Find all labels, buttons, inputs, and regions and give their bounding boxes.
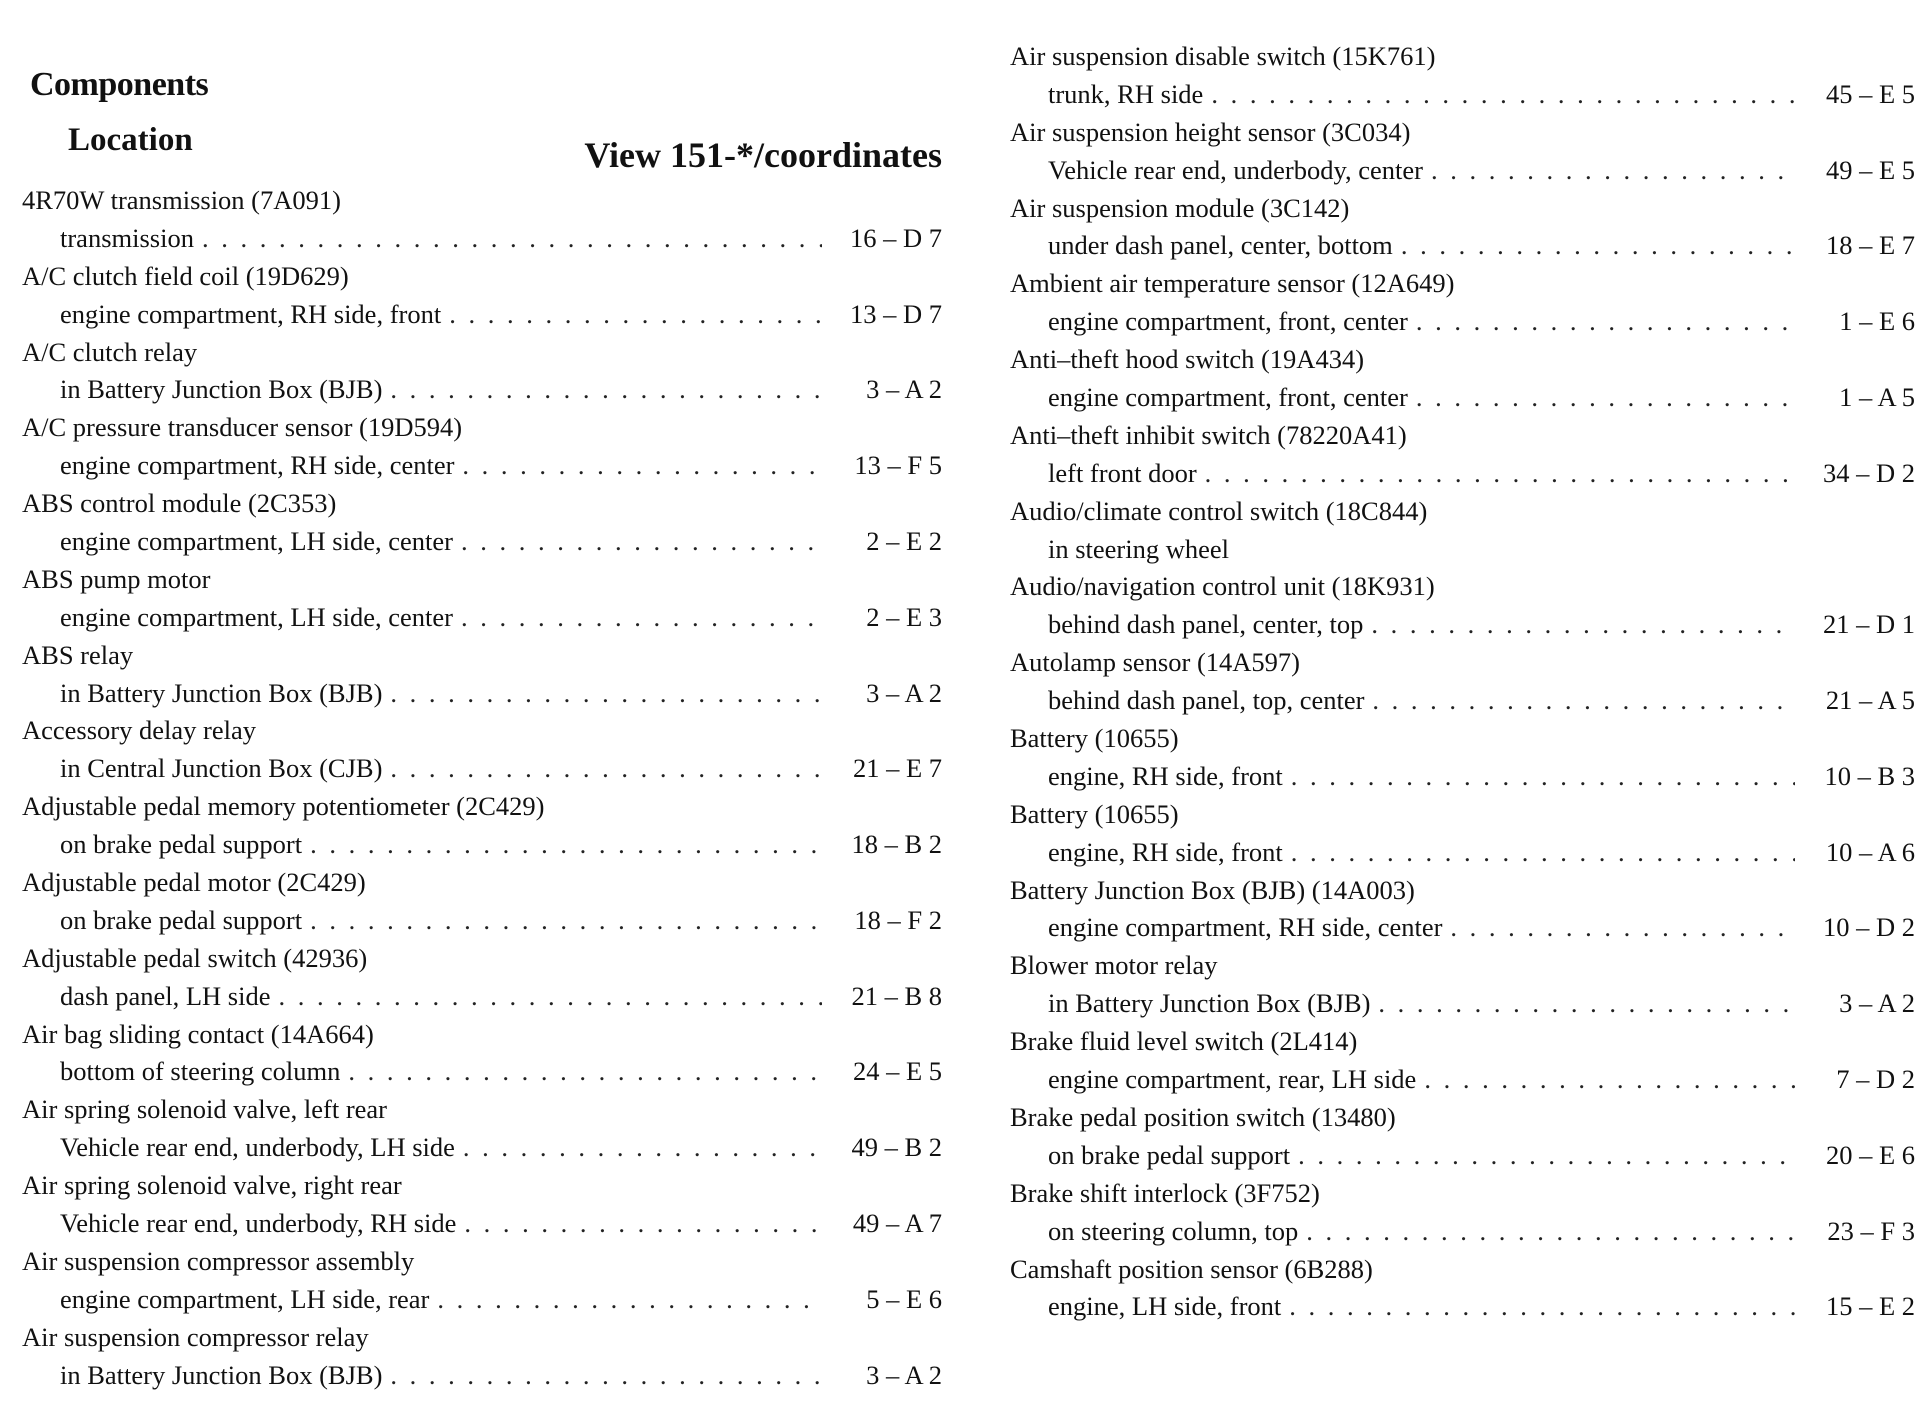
leader-dots [1424, 1061, 1795, 1099]
view-coordinate: 3 – A 2 [866, 374, 942, 405]
component-entry [1010, 644, 1915, 720]
location-line [22, 826, 942, 864]
view-coordinate: 49 – E 5 [1825, 154, 1915, 185]
component-entry [22, 561, 942, 637]
component-location: engine compartment, LH side, center [60, 601, 453, 632]
component-name: Audio/climate control switch (18C844) [1010, 495, 1428, 526]
component-location: engine compartment, RH side, center [1048, 912, 1443, 943]
component-entry [22, 637, 942, 713]
right-entry-list [1010, 38, 1915, 1326]
leader-dots [462, 447, 822, 485]
component-name: Blower motor relay [1010, 950, 1218, 981]
component-entry [1010, 568, 1915, 644]
location-line [22, 1357, 942, 1395]
leader-dots [278, 978, 822, 1016]
component-entry [1010, 493, 1915, 569]
component-name: Air suspension compressor relay [22, 1321, 369, 1352]
component-name: Air suspension compressor assembly [22, 1245, 415, 1276]
component-name: Adjustable pedal switch (42936) [22, 942, 368, 973]
location-line [22, 1129, 942, 1167]
component-location: on brake pedal support [60, 904, 303, 935]
location-line [1010, 1213, 1915, 1251]
view-coordinate: 21 – E 7 [852, 753, 942, 784]
component-location: in steering wheel [1048, 533, 1230, 564]
leader-dots [390, 1357, 822, 1395]
component-name: ABS relay [22, 639, 134, 670]
component-location: in Central Junction Box (CJB) [60, 753, 383, 784]
view-coordinate: 10 – A 6 [1825, 836, 1915, 867]
location-header: Location [68, 122, 193, 158]
component-location: behind dash panel, top, center [1048, 685, 1365, 716]
location-line [22, 675, 942, 713]
location-line [22, 1053, 942, 1091]
view-coordinate: 3 – A 2 [866, 1359, 942, 1390]
component-name: Brake pedal position switch (13480) [1010, 1101, 1396, 1132]
view-coordinate: 1 – A 5 [1839, 382, 1915, 413]
component-entry [22, 1319, 942, 1395]
component-location: on brake pedal support [60, 829, 303, 860]
view-coordinate: 7 – D 2 [1836, 1064, 1915, 1095]
location-line [22, 220, 942, 258]
component-name: ABS control module (2C353) [22, 488, 337, 519]
component-location: engine compartment, front, center [1048, 306, 1408, 337]
component-location: engine compartment, LH side, rear [60, 1283, 430, 1314]
view-coordinate: 2 – E 3 [866, 601, 942, 632]
leader-dots [390, 675, 822, 713]
component-location: dash panel, LH side [60, 980, 271, 1011]
component-entry [1010, 720, 1915, 796]
component-entry [1010, 1251, 1915, 1327]
component-name: A/C clutch field coil (19D629) [22, 260, 349, 291]
location-line [1010, 303, 1915, 341]
location-line [22, 523, 942, 561]
leader-dots [1291, 834, 1795, 872]
view-coordinate: 45 – E 5 [1825, 78, 1915, 109]
component-location: engine compartment, front, center [1048, 382, 1408, 413]
component-entry [22, 940, 942, 1016]
component-name: Anti–theft inhibit switch (78220A41) [1010, 419, 1407, 450]
component-name: Brake fluid level switch (2L414) [1010, 1026, 1358, 1057]
component-location: in Battery Junction Box (BJB) [60, 374, 383, 405]
component-location: left front door [1048, 457, 1197, 488]
component-location: trunk, RH side [1048, 78, 1204, 109]
view-coordinate: 18 – B 2 [851, 829, 942, 860]
component-entry [1010, 114, 1915, 190]
component-entry [22, 258, 942, 334]
location-line [22, 447, 942, 485]
component-entry [1010, 1023, 1915, 1099]
leader-dots [463, 1129, 822, 1167]
location-line [1010, 455, 1915, 493]
component-name: Autolamp sensor (14A597) [1010, 647, 1300, 678]
component-location: behind dash panel, center, top [1048, 609, 1364, 640]
component-location: engine compartment, RH side, center [60, 450, 455, 481]
leader-dots [390, 371, 822, 409]
component-location: Vehicle rear end, underbody, LH side [60, 1132, 455, 1163]
component-entry [22, 182, 942, 258]
view-coordinate: 23 – F 3 [1827, 1215, 1915, 1246]
leader-dots [1211, 76, 1795, 114]
leader-dots [1378, 985, 1795, 1023]
component-location: engine compartment, LH side, center [60, 526, 453, 557]
component-location: in Battery Junction Box (BJB) [60, 677, 383, 708]
component-name: Brake shift interlock (3F752) [1010, 1177, 1320, 1208]
view-coordinate: 13 – D 7 [849, 298, 942, 329]
view-coordinate: 10 – D 2 [1822, 912, 1915, 943]
leader-dots [1205, 455, 1795, 493]
location-line [22, 296, 942, 334]
component-name: Battery Junction Box (BJB) (14A003) [1010, 874, 1415, 905]
leader-dots [1416, 379, 1795, 417]
component-name: Accessory delay relay [22, 715, 256, 746]
component-name: Air suspension height sensor (3C034) [1010, 116, 1411, 147]
component-name: Adjustable pedal motor (2C429) [22, 867, 366, 898]
leader-dots [1291, 758, 1795, 796]
component-location: in Battery Junction Box (BJB) [1048, 988, 1371, 1019]
component-name: Battery (10655) [1010, 723, 1179, 754]
location-line [1010, 834, 1915, 872]
component-name: Battery (10655) [1010, 798, 1179, 829]
location-line [22, 371, 942, 409]
component-name: Air suspension module (3C142) [1010, 192, 1350, 223]
component-name: Air bag sliding contact (14A664) [22, 1018, 374, 1049]
component-name: Ambient air temperature sensor (12A649) [1010, 268, 1455, 299]
component-entry [22, 1167, 942, 1243]
leader-dots [1306, 1213, 1795, 1251]
component-name: Audio/navigation control unit (18K931) [1010, 571, 1435, 602]
leader-dots [348, 1053, 822, 1091]
location-line [1010, 76, 1915, 114]
component-name: Camshaft position sensor (6B288) [1010, 1253, 1373, 1284]
component-entry [22, 1091, 942, 1167]
view-coordinate: 21 – D 1 [1822, 609, 1915, 640]
component-location: engine compartment, RH side, front [60, 298, 442, 329]
component-location: bottom of steering column [60, 1056, 341, 1087]
location-line [1010, 758, 1915, 796]
component-entry [1010, 341, 1915, 417]
leader-dots [310, 902, 822, 940]
view-coordinate: 34 – D 2 [1822, 457, 1915, 488]
left-entry-list [22, 182, 942, 1395]
location-line [1010, 606, 1915, 644]
view-coordinate: 13 – F 5 [854, 450, 942, 481]
leader-dots [310, 826, 822, 864]
component-entry [22, 712, 942, 788]
view-coordinates-header: View 151-*/coordinates [584, 135, 942, 175]
component-location: engine, RH side, front [1048, 760, 1283, 791]
component-entry [1010, 1175, 1915, 1251]
view-coordinate: 49 – B 2 [851, 1132, 942, 1163]
component-name: 4R70W transmission (7A091) [22, 185, 341, 215]
location-line [1010, 909, 1915, 947]
view-coordinate: 15 – E 2 [1825, 1291, 1915, 1322]
location-line [1010, 1137, 1915, 1175]
view-coordinate: 3 – A 2 [1839, 988, 1915, 1019]
component-entry [22, 864, 942, 940]
view-coordinate: 3 – A 2 [866, 677, 942, 708]
component-name: A/C pressure transducer sensor (19D594) [22, 412, 463, 443]
view-coordinate: 1 – E 6 [1839, 306, 1915, 337]
view-coordinate: 20 – E 6 [1825, 1139, 1915, 1170]
component-location: engine, RH side, front [1048, 836, 1283, 867]
component-location: transmission [60, 222, 194, 253]
location-line [1010, 152, 1915, 190]
component-name: Adjustable pedal memory potentiometer (2C429) [22, 791, 545, 822]
component-location: under dash panel, center, bottom [1048, 230, 1393, 261]
location-line [22, 599, 942, 637]
component-name: Air suspension disable switch (15K761) [1010, 41, 1436, 71]
location-line [1010, 379, 1915, 417]
component-entry [22, 1243, 942, 1319]
leader-dots [449, 296, 822, 334]
component-entry [22, 485, 942, 561]
view-coordinate: 16 – D 7 [849, 222, 942, 253]
location-line [1010, 1061, 1915, 1099]
component-name: A/C clutch relay [22, 336, 198, 367]
component-name: Air spring solenoid valve, left rear [22, 1094, 387, 1125]
view-coordinate: 24 – E 5 [852, 1056, 942, 1087]
component-entry [1010, 796, 1915, 872]
component-location: in Battery Junction Box (BJB) [60, 1359, 383, 1390]
leader-dots [1371, 606, 1795, 644]
leader-dots [202, 220, 822, 258]
view-coordinate: 21 – B 8 [851, 980, 942, 1011]
component-entry [1010, 190, 1915, 266]
component-location: engine, LH side, front [1048, 1291, 1282, 1322]
view-coordinate: 21 – A 5 [1825, 685, 1915, 716]
location-line [1010, 1288, 1915, 1326]
location-line [1010, 682, 1915, 720]
leader-dots [464, 1205, 822, 1243]
component-location: engine compartment, rear, LH side [1048, 1064, 1417, 1095]
component-entry [1010, 265, 1915, 341]
view-coordinate: 18 – F 2 [854, 904, 942, 935]
location-line [1010, 985, 1915, 1023]
location-line [22, 978, 942, 1016]
leader-dots [461, 599, 822, 637]
leader-dots [1298, 1137, 1795, 1175]
leader-dots [390, 750, 822, 788]
leader-dots [1431, 152, 1795, 190]
leader-dots [461, 523, 822, 561]
view-coordinate: 49 – A 7 [852, 1208, 942, 1239]
component-entry [22, 334, 942, 410]
component-location: Vehicle rear end, underbody, RH side [60, 1208, 457, 1239]
leader-dots [1372, 682, 1795, 720]
leader-dots [1289, 1288, 1795, 1326]
component-location: on steering column, top [1048, 1215, 1299, 1246]
leader-dots [1450, 909, 1795, 947]
component-location: Vehicle rear end, underbody, center [1048, 154, 1423, 185]
view-coordinate: 5 – E 6 [866, 1283, 942, 1314]
component-entry [22, 409, 942, 485]
location-line [1010, 531, 1915, 569]
component-entry [22, 1016, 942, 1092]
component-name: Air spring solenoid valve, right rear [22, 1170, 402, 1201]
location-line [22, 750, 942, 788]
component-location: on brake pedal support [1048, 1139, 1291, 1170]
component-entry [1010, 417, 1915, 493]
view-coordinate: 18 – E 7 [1825, 230, 1915, 261]
component-entry [1010, 872, 1915, 948]
leader-dots [1416, 303, 1795, 341]
leader-dots [1401, 227, 1795, 265]
component-name: ABS pump motor [22, 563, 211, 594]
location-line [22, 1281, 942, 1319]
component-entry [1010, 947, 1915, 1023]
component-name: Anti–theft hood switch (19A434) [1010, 344, 1365, 375]
component-entry [1010, 38, 1915, 114]
location-line [22, 1205, 942, 1243]
component-entry [1010, 1099, 1915, 1175]
view-coordinate: 10 – B 3 [1824, 760, 1915, 791]
location-line [22, 902, 942, 940]
view-coordinate: 2 – E 2 [866, 526, 942, 557]
leader-dots [437, 1281, 822, 1319]
section-title: Components [30, 66, 209, 103]
location-line [1010, 227, 1915, 265]
component-entry [22, 788, 942, 864]
